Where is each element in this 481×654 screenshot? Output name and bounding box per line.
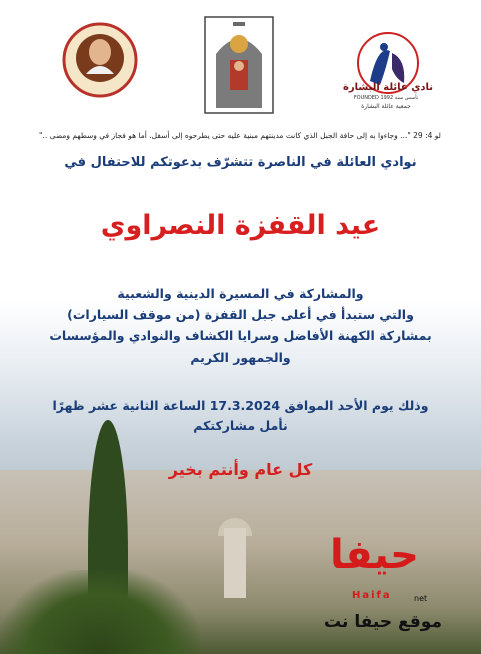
detail-line: والمشاركة في المسيرة الدينية والشعبية — [117, 286, 364, 301]
bible-verse: لو 4: 29 "... وجاءوا به إلى حافة الجبل الذي كانت مدينتهم مبنية عليه حتى يطرحوه إلى أسفل. أما هو فجاز في وسطهم ومضى .." — [39, 131, 441, 140]
club-subtitle: جمعية عائلة البشارة — [361, 103, 411, 110]
invitation-line: نوادي العائلة في الناصرة تتشرّف بدعوتكم للاحتفال في — [64, 155, 417, 170]
church-icon-logo — [204, 16, 274, 114]
club-founded: FOUNDED 1992 تأسس سنة — [353, 95, 419, 101]
detail-line: بمشاركة الكهنة الأفاضل وسرايا الكشاف والنوادي والمؤسسات — [49, 328, 432, 343]
palm-tree — [0, 570, 200, 654]
closing-line: نأمل مشاركتكم — [193, 418, 288, 433]
logo-row — [0, 8, 481, 118]
detail-line: والجمهور الكريم — [190, 350, 291, 365]
feast-title: عيد القفزة النصراوي — [100, 210, 381, 241]
saint-club-logo — [62, 18, 138, 104]
club-name: نادي عائلة البشارة — [342, 82, 434, 93]
basilica-tower — [224, 528, 246, 598]
watermark-word: حيفا — [330, 532, 419, 578]
schedule-line: وذلك يوم الأحد الموافق 17.3.2024 الساعة الثانية عشر ظهرًا — [52, 398, 429, 413]
greeting: كل عام وأنتم بخير — [168, 460, 313, 479]
watermark-net: net — [414, 594, 428, 603]
detail-line: والتي ستبدأ في أعلى جبل القفزة (من موقف السيارات) — [67, 307, 414, 322]
watermark-latin: Haifa — [352, 590, 392, 601]
watermark-site: موقع حيفا نت — [324, 612, 442, 632]
